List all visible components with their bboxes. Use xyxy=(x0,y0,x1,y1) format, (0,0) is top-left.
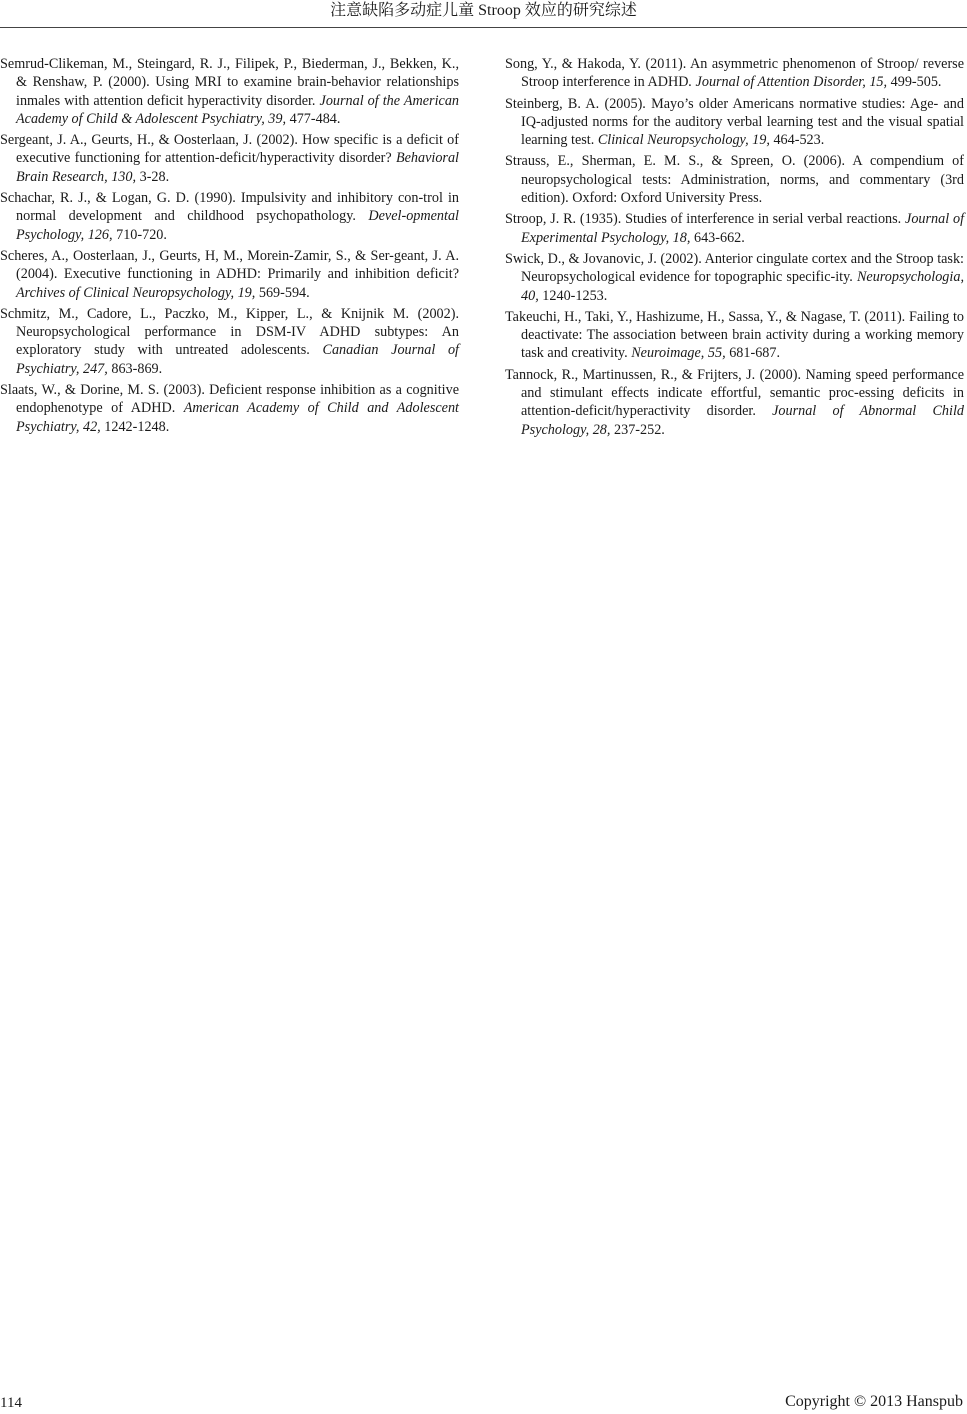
reference-text: Schmitz, M., Cadore, L., Paczko, M., Kipper, L., & Knijnik M. (2002). Neuropsychological performance in DSM-IV ADHD subtypes: An exploratory study with untreated adolescents. xyxy=(0,305,459,359)
reference-entry xyxy=(505,366,964,439)
reference-text: Strauss, E., Sherman, E. M. S., & Spreen, O. (2006). A compendium of neuropsychological tests: Administration, norms, and commentary (3rd edition). Oxford: Oxford University Press. xyxy=(505,153,964,207)
reference-venue: Behavioral Brain Research, 130, xyxy=(16,150,459,185)
reference-entry xyxy=(0,131,459,186)
reference-pages: 710-720. xyxy=(112,226,167,243)
reference-entry xyxy=(0,189,459,244)
copyright-notice: Copyright © 2013 Hanspub xyxy=(785,1393,963,1410)
reference-text: Slaats, W., & Dorine, M. S. (2003). Deficient response inhibition as a cognitive endophenotype of ADHD. xyxy=(0,382,459,417)
reference-entry xyxy=(505,308,964,363)
reference-entry xyxy=(505,210,964,247)
reference-pages: 863-869. xyxy=(107,360,163,377)
reference-venue: American Academy of Child and Adolescent Psychiatry, 42, xyxy=(16,400,459,435)
reference-text: Swick, D., & Jovanovic, J. (2002). Anterior cingulate cortex and the Stroop task: Neuropsychological evidence for topographic specific-ity. xyxy=(505,250,964,286)
header-rule xyxy=(0,27,967,28)
reference-venue: Devel-opmental Psychology, 126, xyxy=(16,208,459,243)
reference-entry xyxy=(505,95,964,150)
reference-pages: 237-252. xyxy=(610,421,665,438)
reference-venue: Neuroimage, 55, xyxy=(631,345,726,362)
reference-text: Semrud-Clikeman, M., Steingard, R. J., Filipek, P., Biederman, J., Bekken, K., & Renshaw, P. (2000). Using MRI to examine brain-behavior relationships inmales with attention deficit hyperactivity disorder. xyxy=(0,56,459,109)
reference-entry xyxy=(0,305,459,378)
reference-venue: Journal of the American Academy of Child & Adolescent Psychiatry, 39, xyxy=(16,92,460,127)
reference-entry xyxy=(505,55,964,92)
reference-text: Stroop, J. R. (1935). Studies of interference in serial verbal reactions. xyxy=(505,211,906,228)
reference-venue: . Journal of Attention Disorder, 15, xyxy=(688,74,888,91)
reference-pages: 3-28. xyxy=(136,168,170,185)
reference-entry xyxy=(0,381,459,436)
reference-text: Sergeant, J. A., Geurts, H., & Oosterlaan, J. (2002). How specific is a deficit of executive functioning for attention-deficit/hyperactivity disorder? xyxy=(0,132,459,167)
reference-column-left xyxy=(0,55,459,439)
reference-pages: 499-505. xyxy=(887,74,942,91)
reference-venue: Clinical Neuropsychology, 19, xyxy=(597,132,770,149)
reference-pages: 1242-1248. xyxy=(100,418,170,435)
reference-column-right xyxy=(505,55,964,442)
reference-text: Takeuchi, H., Taki, Y., Hashizume, H., Sassa, Y., & Nagase, T. (2011). Failing to deactivate: The association between brain activity during a working memory task and creativity. xyxy=(505,308,964,362)
reference-pages: 464-523. xyxy=(769,132,825,149)
reference-pages: 1240-1253. xyxy=(538,287,608,304)
reference-entry xyxy=(0,55,459,128)
reference-venue: Journal of Abnormal Child Psychology, 28, xyxy=(521,403,964,438)
reference-text: Scheres, A., Oosterlaan, J., Geurts, H, M., Morein-Zamir, S., & Ser-geant, J. A. (2004). Executive functioning in ADHD: Primarily and inhibition deficit? xyxy=(0,247,459,283)
reference-entry xyxy=(0,247,459,302)
reference-pages: 477-484. xyxy=(286,110,341,127)
reference-entry xyxy=(505,152,964,207)
running-header-title: 注意缺陷多动症儿童 Stroop 效应的研究综述 xyxy=(330,2,637,19)
reference-text: Schachar, R. J., & Logan, G. D. (1990). Impulsivity and inhibitory con-trol in normal development and childhood psychopathology. xyxy=(0,190,459,225)
reference-text: Steinberg, B. A. (2005). Mayo’s older Americans normative studies: Age- and IQ-adjusted norms for the auditory verbal learning test and the visual spatial learning test. xyxy=(505,95,964,149)
reference-venue: Journal of Experimental Psychology, 18, xyxy=(521,211,965,246)
reference-venue: Archives of Clinical Neuropsychology, 19, xyxy=(16,284,256,301)
page-number: 114 xyxy=(0,1395,22,1411)
reference-venue: Canadian Journal of Psychiatry, 247, xyxy=(16,342,459,377)
reference-pages: 643-662. xyxy=(690,229,745,246)
reference-text: Tannock, R., Martinussen, R., & Frijters, J. (2000). Naming speed performance and stimulant effects indicate effortful, semantic proc-essing deficits in attention-deficit/hyperactivity disorder. xyxy=(505,366,964,420)
reference-pages: 681-687. xyxy=(725,345,781,362)
reference-text: Song, Y., & Hakoda, Y. (2011). An asymmetric phenomenon of Stroop/ reverse Stroop interference in ADHD xyxy=(505,56,964,91)
reference-entry xyxy=(505,250,964,305)
reference-pages: 569-594. xyxy=(255,284,310,301)
reference-venue: Neuropsychologia, 40, xyxy=(521,269,964,304)
